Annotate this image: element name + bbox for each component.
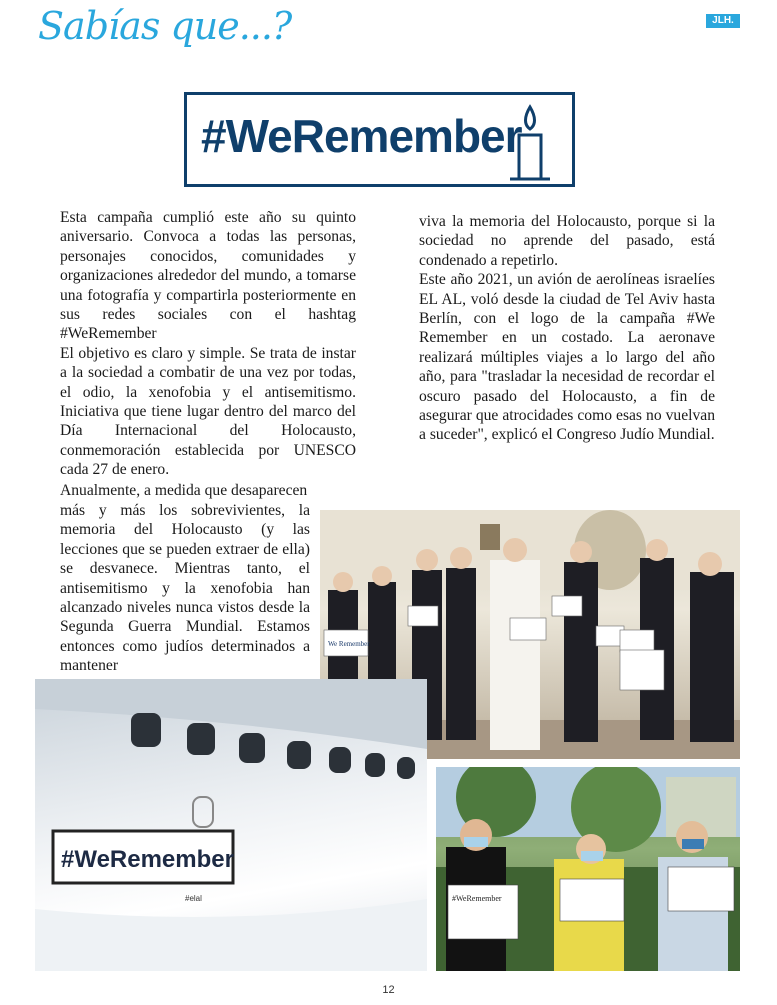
paragraph: Este año 2021, un avión de aerolíneas israelíes EL AL, voló desde la ciudad de Tel Aviv hasta Berlín, con el logo de la campaña #We Remember en un costado. La aeronave realizará múltiples viajes a lo largo del año año, para "trasladar la necesidad de recordar el oscuro pasado del Holocausto, a fin de asegurar que atrocidades como esas no vuelvan a suceder", explicó el Congreso Judío Mundial. <box>419 271 715 444</box>
page-number: 12 <box>382 984 395 996</box>
logo-hashtag: #WeRemember <box>201 110 522 162</box>
article-column-left <box>60 208 356 480</box>
article-column-narrow <box>60 501 310 676</box>
plane-logo-text: #WeRemember <box>61 846 234 873</box>
article-column-right <box>419 212 715 445</box>
paragraph: El objetivo es claro y simple. Se trata de instar a la sociedad a combatir de una vez por todas, el odio, la xenofobia y el antisemitismo. Iniciativa que tiene lugar dentro del marco del Día Internacional del Holocausto, conmemoración establecida por UNESCO cada 27 de enero. <box>60 344 356 479</box>
paragraph: Esta campaña cumplió este año su quinto aniversario. Convoca a todas las personas, personajes conocidos, comunidades y organizaciones alrededor del mundo, a tomarse una fotografía y compartirla posteriormente en sus redes sociales con el hashtag #WeRemember <box>60 209 356 343</box>
candle-icon <box>510 103 550 181</box>
photo-women-signs <box>436 767 740 971</box>
photo-elal-plane <box>35 679 427 971</box>
paragraph: Anualmente, a medida que desaparecen <box>60 482 308 499</box>
women-sign-text: #WeRemember <box>452 894 502 903</box>
brand-badge: JLH. <box>706 14 740 28</box>
article-line-wide <box>60 481 356 500</box>
section-title: Sabías que...? <box>38 4 292 48</box>
plane-small-text: #elal <box>185 894 202 903</box>
sign-text: We Remember <box>328 640 370 648</box>
weremember-logo <box>184 92 575 187</box>
paragraph: más y más los sobrevivientes, la memoria del Holocausto (y las lecciones que se pueden extraer de ella) se desvanece. Mientras tanto, el antisemitismo y la xenofobia han alcanzado niveles nunca vistos desde la Segunda Guerra Mundial. Estamos entonces como judíos determinados a mantener <box>60 502 310 675</box>
paragraph: viva la memoria del Holocausto, porque si la sociedad no aprende del pasado, está condenado a repetirlo. <box>419 213 715 269</box>
